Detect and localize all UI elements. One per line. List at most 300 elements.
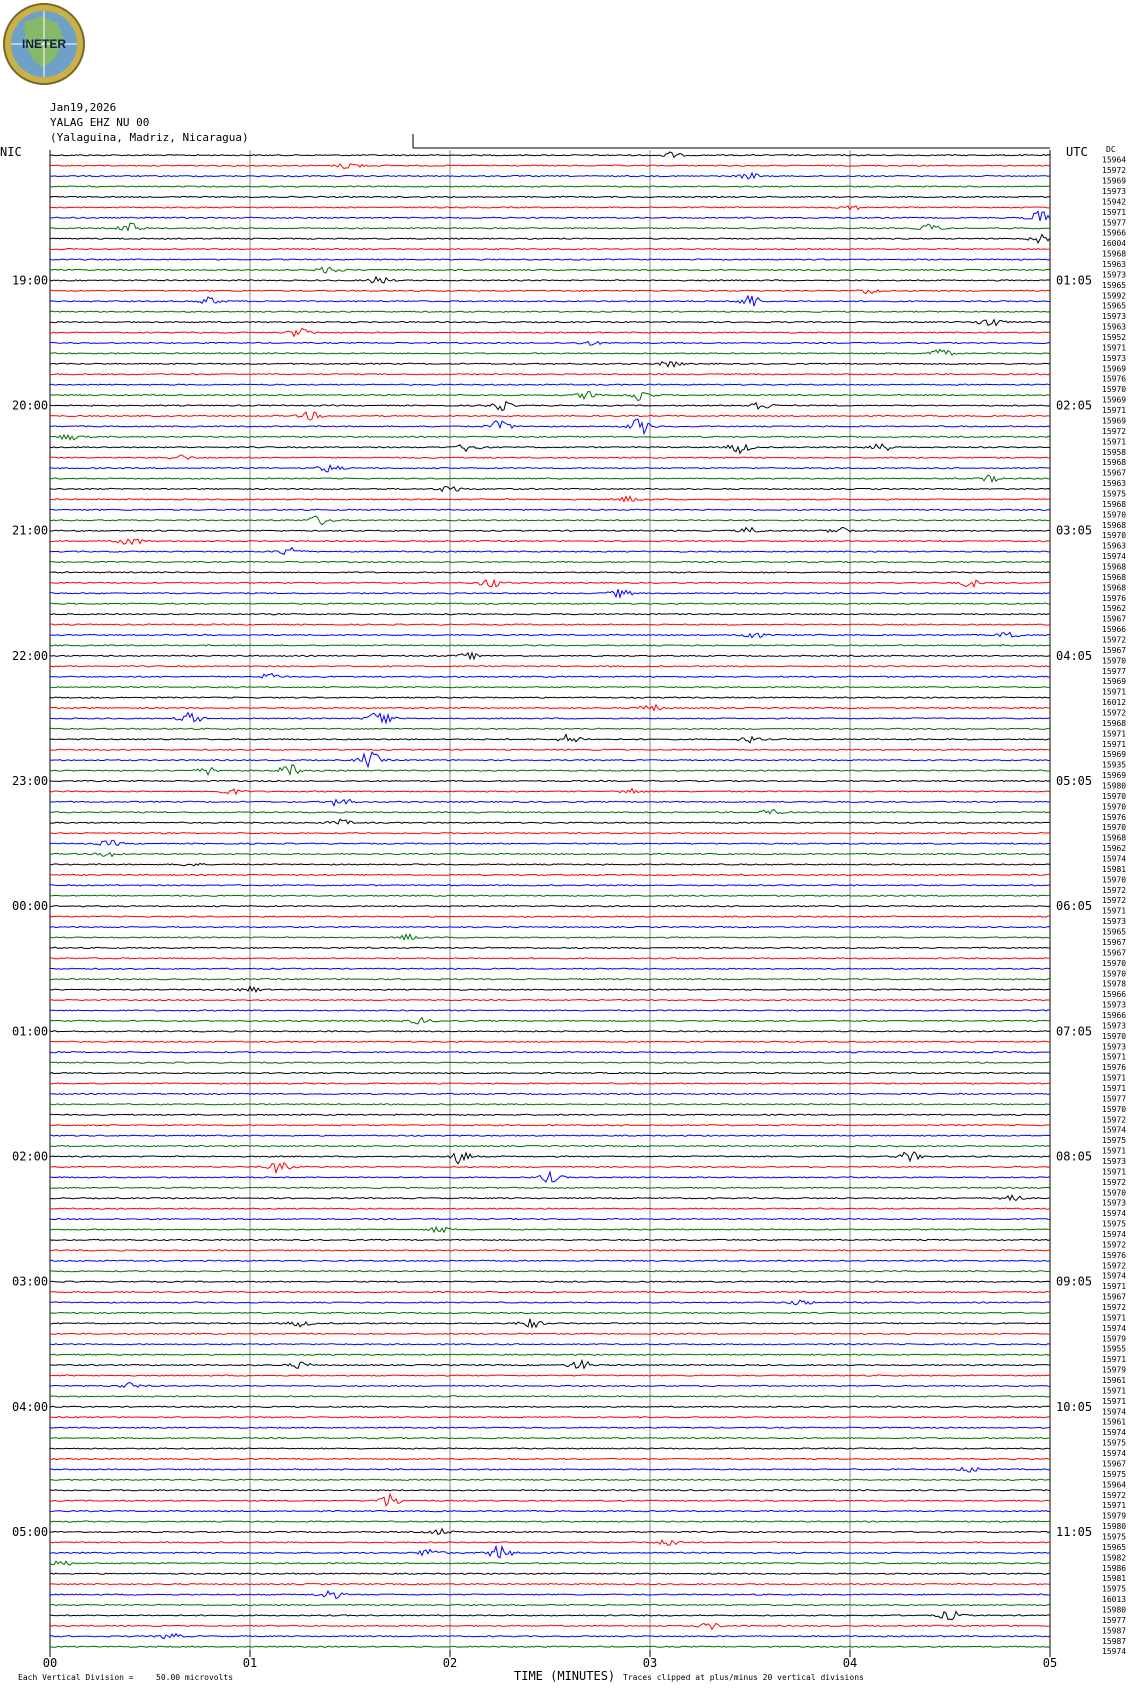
dc-offset-label: 15979 xyxy=(1102,1365,1127,1375)
dc-offset-label: 15973 xyxy=(1102,1021,1127,1031)
dc-offset-label: 15971 xyxy=(1102,1083,1127,1093)
dc-offset-label: 15972 xyxy=(1102,896,1127,906)
logo-text: INETER xyxy=(21,37,67,51)
minute-gridlines xyxy=(50,150,1050,1650)
trace-row-42 xyxy=(50,589,1050,597)
dc-offset-label: 15969 xyxy=(1102,677,1127,687)
trace-row-51 xyxy=(50,687,1050,688)
trace-row-120 xyxy=(50,1406,1050,1407)
dc-offset-label: 15962 xyxy=(1102,844,1127,854)
trace-row-44 xyxy=(50,614,1050,615)
dc-offset-label: 15971 xyxy=(1102,906,1127,916)
trace-row-98 xyxy=(50,1172,1050,1182)
trace-rows xyxy=(50,152,1050,1647)
dc-offset-label: 15977 xyxy=(1102,1615,1127,1625)
dc-offset-label: 15971 xyxy=(1102,1146,1127,1156)
dc-offset-label: 15967 xyxy=(1102,614,1127,624)
trace-row-127 xyxy=(50,1479,1050,1480)
trace-row-21 xyxy=(50,374,1050,375)
trace-row-48 xyxy=(50,653,1050,659)
dc-offset-label: 15971 xyxy=(1102,729,1127,739)
trace-row-81 xyxy=(50,999,1050,1000)
trace-row-110 xyxy=(50,1300,1050,1305)
dc-offset-label: 15973 xyxy=(1102,353,1127,363)
trace-row-87 xyxy=(50,1062,1050,1063)
dc-offset-label: 15963 xyxy=(1102,541,1127,551)
trace-row-86 xyxy=(50,1052,1050,1053)
dc-offset-label: 16013 xyxy=(1102,1595,1127,1605)
trace-row-60 xyxy=(50,780,1050,781)
trace-row-103 xyxy=(50,1227,1050,1232)
dc-offset-label: 15975 xyxy=(1102,1438,1127,1448)
left-time-label: 01:00 xyxy=(12,1024,49,1039)
trace-row-22 xyxy=(50,384,1050,385)
trace-row-59 xyxy=(50,765,1050,775)
left-time-label: 23:00 xyxy=(12,774,49,789)
dc-offset-label: 15968 xyxy=(1102,718,1127,728)
trace-row-13 xyxy=(50,290,1050,294)
dc-offset-label: 15966 xyxy=(1102,228,1127,238)
trace-row-128 xyxy=(50,1490,1050,1491)
dc-offset-label: 15976 xyxy=(1102,593,1127,603)
dc-offset-label: 15965 xyxy=(1102,1542,1127,1552)
dc-offset-label: 15974 xyxy=(1102,1407,1127,1417)
trace-row-124 xyxy=(50,1448,1050,1449)
dc-offset-label: 15992 xyxy=(1102,291,1127,301)
dc-offset-label: 15974 xyxy=(1102,1449,1127,1459)
dc-offset-label: 15976 xyxy=(1102,1063,1127,1073)
x-axis-title: TIME (MINUTES) xyxy=(514,1669,616,1683)
trace-row-37 xyxy=(50,539,1050,544)
trace-row-8 xyxy=(50,235,1050,243)
trace-row-138 xyxy=(50,1591,1050,1599)
trace-row-70 xyxy=(50,885,1050,886)
trace-row-109 xyxy=(50,1292,1050,1293)
trace-row-0 xyxy=(50,152,1050,157)
trace-row-53 xyxy=(50,705,1050,711)
right-time-label: 08:05 xyxy=(1056,1149,1093,1164)
trace-row-139 xyxy=(50,1604,1050,1605)
dc-offset-label: 15971 xyxy=(1102,1386,1127,1396)
left-time-label: 22:00 xyxy=(12,648,49,663)
trace-row-29 xyxy=(50,455,1050,459)
dc-offset-label: 15965 xyxy=(1102,280,1127,290)
dc-offset-label: 15967 xyxy=(1102,948,1127,958)
trace-row-64 xyxy=(50,819,1050,824)
dc-offset-label: 15972 xyxy=(1102,1177,1127,1187)
scale-label: Each Vertical Division = xyxy=(18,1673,134,1682)
trace-row-77 xyxy=(50,958,1050,959)
trace-row-88 xyxy=(50,1073,1050,1074)
trace-row-130 xyxy=(50,1511,1050,1512)
trace-row-95 xyxy=(50,1146,1050,1147)
dc-offset-label: 15974 xyxy=(1102,1323,1127,1333)
trace-row-74 xyxy=(50,926,1050,927)
dc-offset-label: 15975 xyxy=(1102,1532,1127,1542)
trace-row-31 xyxy=(50,475,1050,482)
trace-row-24 xyxy=(50,402,1050,411)
dc-offset-label: 15969 xyxy=(1102,395,1127,405)
dc-offset-label: 15970 xyxy=(1102,823,1127,833)
trace-row-115 xyxy=(50,1354,1050,1355)
trace-row-116 xyxy=(50,1361,1050,1369)
dc-offset-label: 15977 xyxy=(1102,218,1127,228)
trace-row-68 xyxy=(50,863,1050,866)
dc-offset-label: 15968 xyxy=(1102,833,1127,843)
trace-row-136 xyxy=(50,1573,1050,1574)
trace-row-30 xyxy=(50,465,1050,472)
left-time-label: 02:00 xyxy=(12,1149,49,1164)
trace-row-133 xyxy=(50,1540,1050,1545)
trace-row-16 xyxy=(50,320,1050,326)
dc-offset-label: 15981 xyxy=(1102,864,1127,874)
dc-offset-label: 15973 xyxy=(1102,270,1127,280)
trace-row-143 xyxy=(50,1646,1050,1647)
trace-row-122 xyxy=(50,1427,1050,1428)
dc-offset-label: 15972 xyxy=(1102,1303,1127,1313)
dc-offset-label: 15971 xyxy=(1102,437,1127,447)
x-tick-label: 01 xyxy=(242,1656,258,1670)
dc-offset-label: 15971 xyxy=(1102,1313,1127,1323)
dc-offset-label: 15970 xyxy=(1102,791,1127,801)
dc-offset-label: 15979 xyxy=(1102,1334,1127,1344)
dc-offset-label: 15980 xyxy=(1102,781,1127,791)
trace-row-66 xyxy=(50,840,1050,845)
trace-row-117 xyxy=(50,1375,1050,1376)
trace-row-23 xyxy=(50,392,1050,401)
trace-row-72 xyxy=(50,906,1050,907)
dc-offset-label: 15967 xyxy=(1102,645,1127,655)
trace-row-142 xyxy=(50,1634,1050,1639)
dc-offset-label: 15964 xyxy=(1102,155,1127,165)
dc-offset-label: 15969 xyxy=(1102,416,1127,426)
dc-offset-label: 15971 xyxy=(1102,207,1127,217)
dc-offset-label: 15970 xyxy=(1102,1188,1127,1198)
dc-offset-label: 15963 xyxy=(1102,322,1127,332)
trace-row-3 xyxy=(50,186,1050,187)
left-time-label: 05:00 xyxy=(12,1524,49,1539)
trace-row-46 xyxy=(50,632,1050,637)
dc-offset-label: 15968 xyxy=(1102,583,1127,593)
dc-offset-label: 15971 xyxy=(1102,1052,1127,1062)
trace-row-61 xyxy=(50,789,1050,794)
dc-offset-label: 15976 xyxy=(1102,374,1127,384)
trace-row-125 xyxy=(50,1458,1050,1459)
dc-offset-label: 15966 xyxy=(1102,1010,1127,1020)
dc-offset-label: 15970 xyxy=(1102,969,1127,979)
dc-offset-label: 15970 xyxy=(1102,510,1127,520)
dc-offset-label: 15977 xyxy=(1102,666,1127,676)
dc-offset-label: 15971 xyxy=(1102,739,1127,749)
left-axis-label: NIC xyxy=(0,145,22,159)
trace-row-111 xyxy=(50,1312,1050,1313)
trace-row-38 xyxy=(50,548,1050,555)
trace-row-94 xyxy=(50,1135,1050,1136)
dc-offset-label: 15972 xyxy=(1102,1490,1127,1500)
trace-row-35 xyxy=(50,516,1050,525)
dc-offset-label: 15967 xyxy=(1102,1459,1127,1469)
dc-offset-label: 15979 xyxy=(1102,1511,1127,1521)
dc-offset-label: 15972 xyxy=(1102,1240,1127,1250)
trace-row-62 xyxy=(50,799,1050,805)
dc-offset-label: 15967 xyxy=(1102,1292,1127,1302)
x-tick-label: 05 xyxy=(1042,1656,1058,1670)
dc-offset-label: 15973 xyxy=(1102,312,1127,322)
dc-offset-label: 15968 xyxy=(1102,249,1127,259)
x-tick-label: 02 xyxy=(442,1656,458,1670)
dc-offset-label: 15969 xyxy=(1102,771,1127,781)
trace-row-7 xyxy=(50,223,1050,230)
trace-row-106 xyxy=(50,1260,1050,1261)
x-tick-label: 00 xyxy=(42,1656,58,1670)
dc-offset-label: 15961 xyxy=(1102,1417,1127,1427)
right-time-label: 04:05 xyxy=(1056,648,1093,663)
dc-offset-label: 15976 xyxy=(1102,1250,1127,1260)
trace-row-10 xyxy=(50,259,1050,260)
trace-row-132 xyxy=(50,1529,1050,1535)
trace-row-5 xyxy=(50,206,1050,210)
dc-offset-label: 15980 xyxy=(1102,1522,1127,1532)
plot-date: Jan19,2026 xyxy=(50,101,117,114)
dc-offset-label: 15974 xyxy=(1102,1125,1127,1135)
trace-row-58 xyxy=(50,752,1050,767)
dc-offset-label: 15955 xyxy=(1102,1344,1127,1354)
trace-row-105 xyxy=(50,1250,1050,1251)
trace-row-36 xyxy=(50,528,1050,533)
left-hour-labels xyxy=(12,273,48,1539)
trace-row-14 xyxy=(50,296,1050,306)
dc-offset-label: 15935 xyxy=(1102,760,1127,770)
dc-offset-label: 15971 xyxy=(1102,1167,1127,1177)
trace-row-123 xyxy=(50,1438,1050,1439)
trace-row-114 xyxy=(50,1344,1050,1345)
dc-offset-label: 15968 xyxy=(1102,562,1127,572)
dc-offset-label: 15964 xyxy=(1102,1480,1127,1490)
trace-row-112 xyxy=(50,1319,1050,1328)
trace-row-102 xyxy=(50,1219,1050,1220)
trace-row-90 xyxy=(50,1093,1050,1094)
trace-row-28 xyxy=(50,444,1050,453)
trace-row-80 xyxy=(50,986,1050,992)
trace-row-107 xyxy=(50,1271,1050,1272)
trace-row-84 xyxy=(50,1031,1050,1032)
dc-offset-label: 15963 xyxy=(1102,479,1127,489)
dc-offset-label: 15974 xyxy=(1102,1647,1127,1657)
trace-row-101 xyxy=(50,1208,1050,1209)
trace-row-2 xyxy=(50,173,1050,179)
dc-offset-label: 15977 xyxy=(1102,1094,1127,1104)
right-time-label: 11:05 xyxy=(1056,1524,1093,1539)
trace-row-131 xyxy=(50,1521,1050,1522)
trace-row-20 xyxy=(50,362,1050,367)
trace-row-65 xyxy=(50,833,1050,834)
trace-row-52 xyxy=(50,697,1050,698)
dc-offset-label: 15987 xyxy=(1102,1636,1127,1646)
trace-row-34 xyxy=(50,509,1050,510)
dc-offset-label: 15966 xyxy=(1102,990,1127,1000)
trace-row-140 xyxy=(50,1611,1050,1619)
trace-row-135 xyxy=(50,1561,1050,1565)
dc-offset-label: 15958 xyxy=(1102,447,1127,457)
trace-row-4 xyxy=(50,196,1050,197)
dc-offset-label: 15970 xyxy=(1102,875,1127,885)
dc-offset-label: 15965 xyxy=(1102,927,1127,937)
dc-offset-label: 16004 xyxy=(1102,239,1127,249)
dc-offset-label: 15972 xyxy=(1102,708,1127,718)
trace-row-63 xyxy=(50,810,1050,814)
trace-row-137 xyxy=(50,1584,1050,1585)
dc-offset-label: 15967 xyxy=(1102,937,1127,947)
trace-row-56 xyxy=(50,735,1050,743)
trace-row-73 xyxy=(50,916,1050,917)
dc-offset-label: 15969 xyxy=(1102,364,1127,374)
dc-offset-label: 15974 xyxy=(1102,552,1127,562)
dc-offset-label: 16012 xyxy=(1102,698,1127,708)
dc-offset-label: 15970 xyxy=(1102,958,1127,968)
dc-offset-label: 15942 xyxy=(1102,197,1127,207)
dc-offset-label: 15970 xyxy=(1102,1104,1127,1114)
dc-offset-label: 15981 xyxy=(1102,1574,1127,1584)
trace-row-118 xyxy=(50,1383,1050,1388)
right-time-label: 10:05 xyxy=(1056,1399,1093,1414)
dc-offset-label: 15970 xyxy=(1102,385,1127,395)
dc-offset-label: 15968 xyxy=(1102,458,1127,468)
right-time-label: 02:05 xyxy=(1056,398,1093,413)
dc-offset-label: 15974 xyxy=(1102,1428,1127,1438)
left-time-label: 21:00 xyxy=(12,523,49,538)
x-tick-label: 03 xyxy=(642,1656,658,1670)
trace-row-134 xyxy=(50,1547,1050,1558)
trace-row-104 xyxy=(50,1239,1050,1240)
trace-row-33 xyxy=(50,496,1050,501)
dc-offset-label: 15973 xyxy=(1102,187,1127,197)
dc-offset-label: 15971 xyxy=(1102,1282,1127,1292)
dc-offset-label: 15972 xyxy=(1102,635,1127,645)
dc-offset-label: 15974 xyxy=(1102,854,1127,864)
dc-column-header: DC xyxy=(1106,145,1116,154)
dc-offset-label: 15968 xyxy=(1102,572,1127,582)
right-time-label: 06:05 xyxy=(1056,899,1093,914)
right-time-label: 03:05 xyxy=(1056,523,1093,538)
trace-row-92 xyxy=(50,1114,1050,1115)
trace-row-40 xyxy=(50,572,1050,573)
dc-offset-label: 15971 xyxy=(1102,1501,1127,1511)
left-time-label: 19:00 xyxy=(12,273,49,288)
dc-offset-label: 15974 xyxy=(1102,1271,1127,1281)
trace-row-100 xyxy=(50,1195,1050,1200)
left-time-label: 03:00 xyxy=(12,1274,49,1289)
trace-row-96 xyxy=(50,1152,1050,1164)
right-time-label: 05:05 xyxy=(1056,774,1093,789)
dc-offset-labels xyxy=(1102,156,1126,1656)
trace-row-126 xyxy=(50,1467,1050,1472)
station-location: (Yalaguina, Madriz, Nicaragua) xyxy=(50,131,249,144)
dc-offset-label: 15972 xyxy=(1102,166,1127,176)
dc-offset-label: 15974 xyxy=(1102,1209,1127,1219)
dc-offset-label: 15980 xyxy=(1102,1605,1127,1615)
trace-row-83 xyxy=(50,1018,1050,1024)
trace-row-25 xyxy=(50,412,1050,420)
trace-row-108 xyxy=(50,1281,1050,1282)
dc-offset-label: 15965 xyxy=(1102,301,1127,311)
trace-row-12 xyxy=(50,277,1050,283)
dc-offset-label: 15973 xyxy=(1102,1156,1127,1166)
x-tick-label: 04 xyxy=(842,1656,858,1670)
dc-offset-label: 15971 xyxy=(1102,1355,1127,1365)
trace-row-113 xyxy=(50,1333,1050,1334)
trace-row-17 xyxy=(50,328,1050,336)
dc-offset-label: 15975 xyxy=(1102,1469,1127,1479)
dc-offset-label: 15963 xyxy=(1102,260,1127,270)
dc-offset-label: 15968 xyxy=(1102,520,1127,530)
trace-row-85 xyxy=(50,1041,1050,1042)
trace-row-9 xyxy=(50,249,1050,250)
trace-row-69 xyxy=(50,874,1050,875)
dc-offset-label: 15972 xyxy=(1102,1115,1127,1125)
trace-row-19 xyxy=(50,349,1050,355)
dc-offset-label: 15978 xyxy=(1102,979,1127,989)
dc-offset-label: 15970 xyxy=(1102,531,1127,541)
trace-row-32 xyxy=(50,487,1050,492)
dc-offset-label: 15975 xyxy=(1102,1136,1127,1146)
trace-row-99 xyxy=(50,1187,1050,1188)
trace-row-15 xyxy=(50,311,1050,312)
x-axis xyxy=(43,1650,1057,1670)
dc-offset-label: 15969 xyxy=(1102,750,1127,760)
trace-row-11 xyxy=(50,267,1050,273)
trace-row-119 xyxy=(50,1396,1050,1397)
dc-offset-label: 15973 xyxy=(1102,917,1127,927)
trace-row-57 xyxy=(50,749,1050,750)
dc-offset-label: 15975 xyxy=(1102,1219,1127,1229)
dc-offset-label: 15973 xyxy=(1102,1198,1127,1208)
trace-row-39 xyxy=(50,561,1050,562)
dc-offset-label: 15970 xyxy=(1102,802,1127,812)
left-time-label: 00:00 xyxy=(12,899,49,914)
right-hour-labels xyxy=(1056,273,1092,1539)
dc-offset-label: 15970 xyxy=(1102,1031,1127,1041)
trace-row-76 xyxy=(50,947,1050,948)
dc-offset-label: 15987 xyxy=(1102,1626,1127,1636)
dc-offset-label: 15966 xyxy=(1102,625,1127,635)
dc-offset-label: 15971 xyxy=(1102,687,1127,697)
left-time-label: 20:00 xyxy=(12,398,49,413)
dc-offset-label: 15975 xyxy=(1102,1584,1127,1594)
left-time-label: 04:00 xyxy=(12,1399,49,1414)
trace-row-78 xyxy=(50,968,1050,969)
trace-row-1 xyxy=(50,164,1050,169)
dc-offset-label: 15974 xyxy=(1102,1230,1127,1240)
trace-row-129 xyxy=(50,1494,1050,1506)
dc-offset-label: 15970 xyxy=(1102,656,1127,666)
dc-offset-label: 15952 xyxy=(1102,333,1127,343)
trace-row-49 xyxy=(50,666,1050,667)
trace-row-71 xyxy=(50,895,1050,896)
trace-row-91 xyxy=(50,1104,1050,1105)
dc-offset-label: 15973 xyxy=(1102,1000,1127,1010)
right-time-label: 07:05 xyxy=(1056,1024,1093,1039)
dc-offset-label: 15971 xyxy=(1102,406,1127,416)
trace-row-45 xyxy=(50,624,1050,625)
dc-offset-label: 15971 xyxy=(1102,1396,1127,1406)
trace-row-89 xyxy=(50,1083,1050,1084)
trace-row-27 xyxy=(50,435,1050,440)
trace-row-141 xyxy=(50,1623,1050,1629)
dc-offset-label: 15971 xyxy=(1102,343,1127,353)
dc-offset-label: 15962 xyxy=(1102,604,1127,614)
scale-value: 50.00 microvolts xyxy=(156,1673,234,1682)
dc-offset-label: 15967 xyxy=(1102,468,1127,478)
